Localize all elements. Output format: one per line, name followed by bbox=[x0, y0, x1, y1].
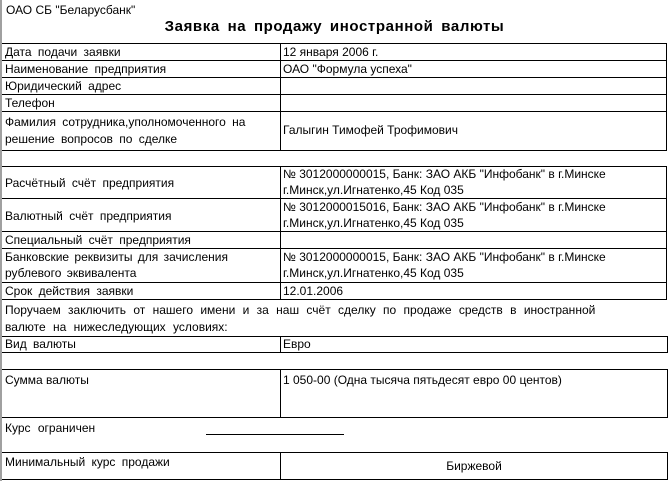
settlement-account-line1: № 3012000000015, Банк: ЗАО АКБ "Инфобанк" в г.Минске bbox=[283, 167, 606, 181]
settlement-account-value[interactable] bbox=[283, 166, 606, 198]
legal-address-label: Юридический адрес bbox=[5, 79, 122, 93]
bank-details-line1: № 3012000000015, Банк: ЗАО АКБ "Инфобанк" в г.Минске bbox=[283, 250, 606, 264]
page-title: Заявка на продажу иностранной валюты bbox=[164, 18, 505, 35]
employee-label-line1: Фамилия сотрудника,уполномоченного на bbox=[5, 115, 246, 129]
special-account-label: Специальный счёт предприятия bbox=[5, 233, 191, 247]
legal-address-value[interactable] bbox=[283, 78, 663, 94]
bank-details-value[interactable] bbox=[283, 249, 606, 281]
company-value[interactable]: ОАО "Формула успеха" bbox=[283, 62, 412, 76]
amount-label: Сумма валюты bbox=[5, 373, 89, 387]
min-rate-label: Минимальный курс продажи bbox=[5, 455, 170, 469]
currency-type-value[interactable]: Евро bbox=[283, 337, 311, 351]
bank-details-line2: г.Минск,ул.Игнатенко,45 Код 035 bbox=[283, 266, 464, 280]
bank-details-label bbox=[5, 249, 228, 281]
min-rate-value[interactable]: Биржевой bbox=[446, 459, 502, 473]
company-label: Наименование предприятия bbox=[5, 62, 167, 76]
currency-account-label: Валютный счёт предприятия bbox=[5, 209, 172, 223]
bank-details-label-line2: рублевого эквивалента bbox=[5, 266, 137, 280]
amount-value[interactable]: 1 050-00 (Одна тысяча пятьдесят евро 00 центов) bbox=[283, 373, 562, 387]
phone-value[interactable] bbox=[283, 95, 663, 111]
instruction-line1: Поручаем заключить от нашего имени и за наш счёт сделку по продаже средств в иностранной bbox=[5, 303, 596, 317]
employee-label bbox=[5, 114, 245, 148]
currency-type-label: Вид валюты bbox=[5, 337, 76, 351]
employee-value[interactable]: Галыгин Тимофей Трофимович bbox=[283, 123, 459, 137]
date-label: Дата подачи заявки bbox=[5, 45, 121, 59]
rate-limited-label: Курс ограничен bbox=[5, 421, 96, 435]
currency-account-value[interactable] bbox=[283, 199, 606, 231]
validity-value[interactable]: 12.01.2006 bbox=[283, 284, 344, 298]
rate-limited-blank-line[interactable] bbox=[206, 434, 344, 435]
left-edge-border bbox=[0, 0, 2, 481]
bank-details-label-line1: Банковские реквизиты для зачисления bbox=[5, 250, 228, 264]
phone-label: Телефон bbox=[5, 96, 55, 110]
organization-name: ОАО СБ "Беларусбанк" bbox=[6, 3, 136, 17]
currency-account-line1: № 3012000015016, Банк: ЗАО АКБ "Инфобанк" в г.Минске bbox=[283, 200, 606, 214]
currency-account-line2: г.Минск,ул.Игнатенко,45 Код 035 bbox=[283, 216, 464, 230]
instruction-text bbox=[5, 302, 595, 336]
validity-label: Срок действия заявки bbox=[5, 284, 134, 298]
instruction-line2: валюте на нижеследующих условиях: bbox=[5, 320, 228, 334]
employee-label-line2: решение вопросов по сделке bbox=[5, 132, 178, 146]
settlement-account-label: Расчётный счёт предприятия bbox=[5, 176, 175, 190]
special-account-value[interactable] bbox=[283, 232, 663, 248]
settlement-account-line2: г.Минск,ул.Игнатенко,45 Код 035 bbox=[283, 183, 464, 197]
date-value[interactable]: 12 января 2006 г. bbox=[283, 45, 379, 59]
